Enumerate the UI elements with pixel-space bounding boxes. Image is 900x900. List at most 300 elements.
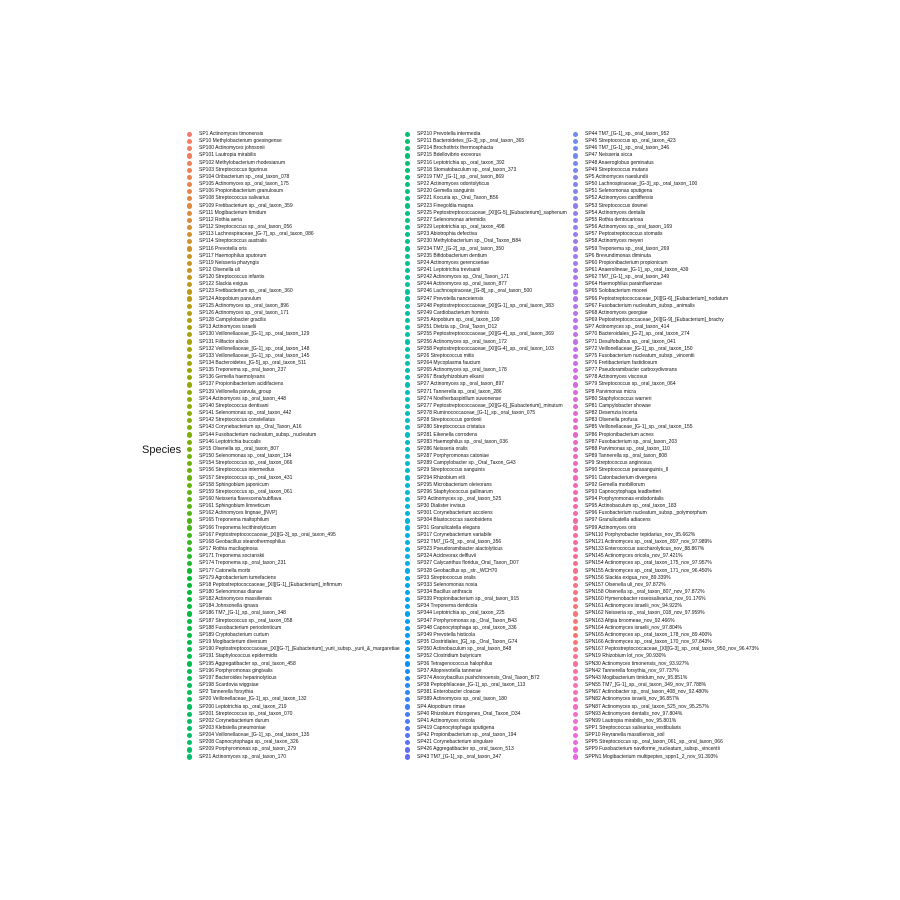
legend-label: SP323 Pseudoramibacter alactolyticus bbox=[417, 546, 503, 553]
legend-key-dot bbox=[573, 483, 578, 488]
legend-label: SP214 Brochothrix thermosphacta bbox=[417, 145, 494, 152]
legend-entry bbox=[187, 689, 400, 696]
legend-label: SP328 Geobacillus sp._str._WCH70 bbox=[417, 567, 498, 574]
legend-entry bbox=[187, 646, 400, 653]
legend-label: SP249 Cardiobacterium hominis bbox=[417, 309, 489, 316]
legend-entry bbox=[187, 131, 400, 138]
legend-entry bbox=[573, 253, 759, 260]
legend-label: SP218 Stomatobaculum sp._oral_taxon_373 bbox=[417, 166, 517, 173]
legend-key-dot bbox=[405, 697, 410, 702]
legend-label: SP28 Streptococcus gordonii bbox=[417, 417, 482, 424]
legend-key-dot bbox=[573, 175, 578, 180]
legend-key-dot bbox=[573, 669, 578, 674]
legend-key-dot bbox=[573, 454, 578, 459]
legend-key-dot bbox=[405, 712, 410, 717]
legend-entry bbox=[405, 303, 567, 310]
legend-label: SP79 Streptococcus sp._oral_taxon_064 bbox=[585, 381, 676, 388]
legend-key-dot bbox=[187, 461, 192, 466]
legend-key-dot bbox=[405, 132, 410, 137]
legend-entry bbox=[573, 718, 759, 725]
legend-label: SP57 Peptostreptococcus stomatis bbox=[585, 231, 663, 238]
legend-entry bbox=[573, 467, 759, 474]
legend-key-dot bbox=[405, 468, 410, 473]
legend-label: SP67 Fusobacterium nucleatum_subsp._animalis bbox=[585, 302, 695, 309]
legend-key-dot bbox=[573, 712, 578, 717]
legend-entry bbox=[187, 596, 400, 603]
legend-key-dot bbox=[405, 368, 410, 373]
legend-label: SPN67 Actinobacter sp._oral_taxon_408_nov_92.480% bbox=[585, 689, 709, 696]
legend-label: SP112 Rothia aeria bbox=[199, 216, 242, 223]
legend-label: SP81 Campylobacter showae bbox=[585, 402, 651, 409]
legend-label: SP174 Treponema sp._oral_taxon_231 bbox=[199, 560, 287, 567]
legend-label: SP58 Actinomyces meyeri bbox=[585, 238, 644, 245]
legend-label: SP6 Brevundimonas diminuta bbox=[585, 252, 651, 259]
legend-key-dot bbox=[405, 533, 410, 538]
legend-entry bbox=[405, 517, 567, 524]
legend-key-dot bbox=[405, 232, 410, 237]
legend-key-dot bbox=[405, 153, 410, 158]
legend-entry bbox=[573, 653, 759, 660]
legend-label: SPN82 Actinomyces israelii_nov_96.857% bbox=[585, 696, 680, 703]
legend-label: SP191 Staphylococcus epidermidis bbox=[199, 653, 278, 660]
legend-label: SP113 Lachnospiraceae_[G-7]_sp._oral_taxon_086 bbox=[199, 231, 314, 238]
legend-label: SP248 Peptostreptococcaceae_[XI][G-1]_sp._oral_taxon_383 bbox=[417, 302, 554, 309]
legend-key-dot bbox=[187, 418, 192, 423]
legend-key-dot bbox=[405, 332, 410, 337]
legend-label: SP421 Corynebacterium singulare bbox=[417, 739, 494, 746]
legend-entry bbox=[573, 353, 759, 360]
legend-entry bbox=[405, 195, 567, 202]
legend-entry bbox=[573, 618, 759, 625]
legend-entry bbox=[187, 467, 400, 474]
legend-entry bbox=[573, 160, 759, 167]
legend-key-dot bbox=[573, 754, 578, 759]
legend-entry bbox=[187, 417, 400, 424]
legend-label: SP126 Actinomyces sp._oral_taxon_171 bbox=[199, 309, 289, 316]
legend-key-dot bbox=[187, 719, 192, 724]
legend-label: SP204 Veillonellaceae_[G-1]_sp._oral_taxon_135 bbox=[199, 732, 310, 739]
legend-key-dot bbox=[573, 168, 578, 173]
legend-entry bbox=[405, 439, 567, 446]
legend-label: SP165 Treponema maltophilum bbox=[199, 517, 270, 524]
legend-key-dot bbox=[573, 211, 578, 216]
legend-entry bbox=[573, 625, 759, 632]
legend-entry bbox=[573, 260, 759, 267]
legend-entry bbox=[573, 503, 759, 510]
legend-label: SPN30 Actinomyces timonensis_nov_93.927% bbox=[585, 660, 689, 667]
legend-key-dot bbox=[405, 497, 410, 502]
legend-entry bbox=[187, 582, 400, 589]
legend-key-dot bbox=[187, 168, 192, 173]
legend-key-dot bbox=[573, 325, 578, 330]
legend-entry bbox=[187, 195, 400, 202]
legend-label: SP211 Bacteroidetes_[G-3]_sp._oral_taxon_365 bbox=[417, 138, 525, 145]
legend-key-dot bbox=[573, 726, 578, 731]
legend-key-dot bbox=[573, 497, 578, 502]
legend-key-dot bbox=[187, 161, 192, 166]
legend-label: SPN42 Tannerella forsythia_nov_97.737% bbox=[585, 667, 679, 674]
legend-key-dot bbox=[573, 218, 578, 223]
legend-label: SP389 Actinomyces sp._oral_taxon_180 bbox=[417, 696, 507, 703]
legend-label: SP349 Prevotella histicola bbox=[417, 631, 476, 638]
legend-entry bbox=[405, 704, 567, 711]
legend-label: SP90 Streptococcus parasanguinis_II bbox=[585, 467, 669, 474]
legend-entry bbox=[405, 718, 567, 725]
legend-key-dot bbox=[405, 354, 410, 359]
legend-entry bbox=[573, 610, 759, 617]
legend-entry bbox=[187, 231, 400, 238]
legend-label: SP49 Streptococcus mutans bbox=[585, 166, 649, 173]
legend-key-dot bbox=[405, 747, 410, 752]
legend-label: SP235 Bifidobacterium dentium bbox=[417, 252, 488, 259]
legend-key-dot bbox=[573, 461, 578, 466]
legend-entry bbox=[187, 346, 400, 353]
legend-key-dot bbox=[187, 225, 192, 230]
legend-label: SP179 Agrobacterium tumefaciens bbox=[199, 574, 276, 581]
legend-entry bbox=[405, 689, 567, 696]
legend-key-dot bbox=[573, 153, 578, 158]
legend-label: SP87 Fusobacterium sp._oral_taxon_203 bbox=[585, 438, 678, 445]
legend-entry bbox=[187, 446, 400, 453]
legend-label: SP62 TM7_[G-1]_sp._oral_taxon_349 bbox=[585, 274, 670, 281]
legend-entry bbox=[405, 246, 567, 253]
legend-label: SP223 Finegoldia magna bbox=[417, 202, 474, 209]
legend-label: SP190 Peptostreptococcaceae_[XI][G-7]_[Eubacterium]_yurii_subsp._yurii_&_margaretiae bbox=[199, 646, 400, 653]
legend-label: SPN160 Hymenobacter roseosalivarius_nov_91.176% bbox=[585, 596, 706, 603]
legend-label: SP85 Veillonellaceae_[G-1]_sp._oral_taxon_155 bbox=[585, 424, 693, 431]
legend-entry bbox=[405, 653, 567, 660]
legend-key-dot bbox=[405, 382, 410, 387]
legend-key-dot bbox=[187, 203, 192, 208]
legend-entry bbox=[405, 203, 567, 210]
legend-key-dot bbox=[405, 654, 410, 659]
legend-label: SP352 Clostridium butyricum bbox=[417, 653, 482, 660]
legend-label: SPN163 Afipia broomeae_nov_92.466% bbox=[585, 617, 675, 624]
legend-entry bbox=[405, 224, 567, 231]
legend-entry bbox=[187, 360, 400, 367]
legend-entry bbox=[573, 360, 759, 367]
legend-key-dot bbox=[405, 518, 410, 523]
legend-entry bbox=[405, 432, 567, 439]
legend-entry bbox=[573, 546, 759, 553]
legend-label: SP71 Desulfobulbus sp._oral_taxon_041 bbox=[585, 338, 676, 345]
legend-entry bbox=[573, 453, 759, 460]
legend-label: SP116 Prevotella oris bbox=[199, 245, 247, 252]
legend-key-dot bbox=[187, 318, 192, 323]
legend-entry bbox=[573, 389, 759, 396]
legend-key-dot bbox=[187, 296, 192, 301]
legend-entry bbox=[573, 661, 759, 668]
legend-key-dot bbox=[573, 397, 578, 402]
legend-label: SP244 Actinomyces sp._oral_taxon_877 bbox=[417, 281, 507, 288]
legend-label: SP154 Streptococcus sp._oral_taxon_066 bbox=[199, 460, 293, 467]
legend-entry bbox=[573, 482, 759, 489]
legend-key-dot bbox=[187, 604, 192, 609]
legend-entry bbox=[573, 217, 759, 224]
legend-entry bbox=[187, 160, 400, 167]
legend-label: SP177 Catonella morbi bbox=[199, 567, 251, 574]
legend-entry bbox=[187, 711, 400, 718]
legend-key-dot bbox=[573, 232, 578, 237]
legend-key-dot bbox=[187, 597, 192, 602]
legend-label: SP91 Catonbacterium divergens bbox=[585, 474, 657, 481]
legend-entry bbox=[187, 668, 400, 675]
legend-key-dot bbox=[573, 468, 578, 473]
legend-label: SP184 Johnsonella ignava bbox=[199, 603, 259, 610]
legend-key-dot bbox=[405, 590, 410, 595]
legend-key-dot bbox=[405, 203, 410, 208]
legend-label: SP255 Peptostreptococcaceae_[XI][G-4]_sp._oral_taxon_369 bbox=[417, 331, 554, 338]
legend-key-dot bbox=[187, 397, 192, 402]
legend-entry bbox=[573, 246, 759, 253]
legend-key-dot bbox=[405, 168, 410, 173]
legend-label: SP95 Actinobaculum sp._oral_taxon_183 bbox=[585, 503, 677, 510]
legend-entry bbox=[187, 453, 400, 460]
legend-key-dot bbox=[405, 690, 410, 695]
legend-label: SPN155 Actinomyces sp._oral_taxon_171_nov_96.450% bbox=[585, 567, 712, 574]
legend-label: SPN157 Olsenella uli_nov_97.872% bbox=[585, 581, 666, 588]
legend-label: SPN158 Olsenella sp._oral_taxon_807_nov_97.872% bbox=[585, 589, 705, 595]
legend-key-dot bbox=[187, 547, 192, 552]
legend-entry bbox=[187, 475, 400, 482]
legend-label: SP34 Treponema denticola bbox=[417, 603, 478, 610]
legend-key-dot bbox=[405, 375, 410, 380]
legend-entry bbox=[405, 460, 567, 467]
legend-key-dot bbox=[573, 318, 578, 323]
legend-label: SP70 Bacteroidales_[G-2]_sp._oral_taxon_274 bbox=[585, 331, 690, 338]
legend-entry bbox=[573, 432, 759, 439]
legend-entry bbox=[573, 639, 759, 646]
legend-key-dot bbox=[187, 339, 192, 344]
legend-label: SP101 Lautropia mirabilis bbox=[199, 152, 256, 159]
legend-label: SP109 Fretibacterium sp._oral_taxon_359 bbox=[199, 202, 293, 209]
legend-key-dot bbox=[187, 447, 192, 452]
legend-entry bbox=[573, 367, 759, 374]
legend-entry bbox=[573, 174, 759, 181]
legend-key-dot bbox=[187, 490, 192, 495]
legend-key-dot bbox=[573, 640, 578, 645]
legend-label: SP89 Tannerella sp._oral_taxon_808 bbox=[585, 453, 667, 460]
legend-entry bbox=[573, 195, 759, 202]
legend-entry bbox=[573, 188, 759, 195]
legend-key-dot bbox=[573, 597, 578, 602]
legend-column-2 bbox=[405, 131, 567, 761]
legend-label: SP200 Leptotrichia sp._oral_taxon_219 bbox=[199, 703, 287, 710]
legend-label: SP3 Actinomyces sp._oral_taxon_525 bbox=[417, 495, 502, 502]
legend-label: SP100 Actinomyces johnsonii bbox=[199, 145, 265, 152]
legend-label: SP40 Rhizobium rhizogenes_Oral_Taxon_D34 bbox=[417, 710, 521, 717]
legend-key-dot bbox=[405, 182, 410, 187]
legend-key-dot bbox=[187, 261, 192, 266]
legend-entry bbox=[187, 238, 400, 245]
legend-entry bbox=[187, 224, 400, 231]
legend-label: SP344 Leptotrichia sp._oral_taxon_225 bbox=[417, 610, 505, 617]
legend-entry bbox=[573, 732, 759, 739]
legend-entry bbox=[405, 360, 567, 367]
legend-entry bbox=[405, 396, 567, 403]
legend-label: SP374 Anoxybacillus pushchinoensis_Oral_Taxon_B72 bbox=[417, 674, 540, 681]
legend-entry bbox=[187, 396, 400, 403]
legend-entry bbox=[187, 281, 400, 288]
legend-label: SP42 Propionibacterium sp._oral_taxon_194 bbox=[417, 732, 517, 739]
legend-label: SPN99 Lautropia mirabilis_nov_95.801% bbox=[585, 717, 677, 724]
legend-key-dot bbox=[187, 232, 192, 237]
legend-entry bbox=[405, 188, 567, 195]
legend-entry bbox=[187, 568, 400, 575]
legend-label: SP216 Leptotrichia sp._oral_taxon_392 bbox=[417, 159, 505, 166]
legend-entry bbox=[405, 131, 567, 138]
legend-label: SP48 Anaeroglobus geminatus bbox=[585, 159, 654, 166]
legend-key-dot bbox=[405, 189, 410, 194]
legend-label: SP25 Atopobium sp._oral_taxon_199 bbox=[417, 317, 500, 324]
legend-key-dot bbox=[573, 676, 578, 681]
legend-label: SP29 Streptococcus sanguinis bbox=[417, 467, 485, 474]
legend-entry bbox=[573, 288, 759, 295]
legend-key-dot bbox=[405, 425, 410, 430]
legend-label: SP348 Capnocytophaga sp._oral_taxon_336 bbox=[417, 624, 517, 631]
legend-label: SP46 TM7_[G-1]_sp._oral_taxon_346 bbox=[585, 145, 670, 152]
legend-label: SP221 Kocuria sp._Oral_Taxon_B56 bbox=[417, 195, 499, 202]
legend-key-dot bbox=[573, 447, 578, 452]
legend-key-dot bbox=[573, 289, 578, 294]
legend-label: SP75 Fusobacterium nucleatum_subsp._vincentii bbox=[585, 352, 695, 359]
legend-key-dot bbox=[573, 633, 578, 638]
legend-key-dot bbox=[405, 525, 410, 530]
legend-label: SP241 Leptotrichia trevisanii bbox=[417, 266, 481, 273]
legend-entry bbox=[187, 296, 400, 303]
legend-label: SP47 Neisseria sicca bbox=[585, 152, 633, 159]
legend-entry bbox=[187, 403, 400, 410]
legend-label: SP103 Streptococcus tigurinus bbox=[199, 166, 268, 173]
legend-entry bbox=[405, 403, 567, 410]
legend-entry bbox=[405, 475, 567, 482]
legend-entry bbox=[573, 424, 759, 431]
legend-entry bbox=[573, 138, 759, 145]
legend-entry bbox=[573, 210, 759, 217]
legend-entry bbox=[405, 424, 567, 431]
legend-label: SP68 Actinomyces georgiae bbox=[585, 309, 648, 316]
legend-entry bbox=[573, 317, 759, 324]
legend-entry bbox=[405, 410, 567, 417]
legend-label: SP230 Methylobacterium sp._Oral_Taxon_B84 bbox=[417, 238, 521, 245]
legend-label: SP234 TM7_[G-2]_sp._oral_taxon_350 bbox=[417, 245, 504, 252]
legend-label: SP271 Tannerella sp._oral_taxon_286 bbox=[417, 388, 502, 395]
legend-key-dot bbox=[573, 733, 578, 738]
legend-key-dot bbox=[405, 225, 410, 230]
legend-entry bbox=[573, 281, 759, 288]
legend-entry bbox=[573, 682, 759, 689]
legend-entry bbox=[187, 639, 400, 646]
legend-entry bbox=[405, 274, 567, 281]
legend-key-dot bbox=[573, 275, 578, 280]
legend-label: SP196 Porphyromonas gingivalis bbox=[199, 667, 273, 674]
legend-entry bbox=[573, 167, 759, 174]
legend-key-dot bbox=[405, 440, 410, 445]
legend-entry bbox=[405, 467, 567, 474]
legend-entry bbox=[405, 174, 567, 181]
legend-entry bbox=[187, 310, 400, 317]
legend-key-dot bbox=[573, 533, 578, 538]
legend-label: SP5 Actinomyces naeslundii bbox=[585, 173, 648, 180]
legend-label: SP96 Fusobacterium nucleatum_subsp._polymorphum bbox=[585, 510, 707, 517]
legend-label: SP195 Aggregatibacter sp._oral_taxon_458 bbox=[199, 660, 296, 667]
legend-entry bbox=[573, 711, 759, 718]
legend-label: SP77 Pseudoramibacter carboxydivorans bbox=[585, 367, 677, 374]
legend-key-dot bbox=[573, 411, 578, 416]
legend-key-dot bbox=[405, 146, 410, 151]
legend-key-dot bbox=[405, 397, 410, 402]
legend-label: SP198 Scardovia wiggsiae bbox=[199, 682, 259, 689]
legend-entry bbox=[405, 560, 567, 567]
legend-key-dot bbox=[187, 440, 192, 445]
legend-key-dot bbox=[405, 568, 410, 573]
legend-label: SP208 Capnocytophaga sp._oral_taxon_326 bbox=[199, 739, 299, 746]
legend-key-dot bbox=[573, 619, 578, 624]
legend-label: SP327 Calycanthus floridus_Oral_Taxon_D07 bbox=[417, 560, 519, 567]
legend-label: SP229 Leptotrichia sp._oral_taxon_498 bbox=[417, 224, 505, 231]
legend-key-dot bbox=[187, 311, 192, 316]
legend-key-dot bbox=[187, 511, 192, 516]
legend-label: SP166 Treponema lecithinolyticum bbox=[199, 524, 276, 531]
legend-label: SP114 Streptococcus australis bbox=[199, 238, 267, 245]
legend-key-dot bbox=[187, 475, 192, 480]
legend-entry bbox=[405, 253, 567, 260]
legend-label: SP136 Gemella haemolysans bbox=[199, 374, 265, 381]
legend-label: SP12 Olsenella uli bbox=[199, 266, 240, 273]
legend-key-dot bbox=[187, 146, 192, 151]
legend-label: SP301 Corynebacterium accolens bbox=[417, 510, 493, 517]
legend-label: SP60 Propionibacterium propionicum bbox=[585, 259, 668, 266]
legend-key-dot bbox=[573, 203, 578, 208]
legend-label: SP134 Bacteroidetes_[G-5]_sp._oral_taxon_511 bbox=[199, 360, 307, 366]
legend-entry bbox=[187, 675, 400, 682]
legend-entry bbox=[405, 374, 567, 381]
legend-label: SPN161 Actinomyces israelii_nov_94.922% bbox=[585, 603, 682, 610]
legend-key-dot bbox=[573, 690, 578, 695]
legend-entry bbox=[187, 625, 400, 632]
legend-label: SP106 Propionibacterium granulosum bbox=[199, 188, 284, 195]
legend-key-dot bbox=[573, 161, 578, 166]
legend-entry bbox=[187, 610, 400, 617]
legend-label: SP144 Fusobacterium nucleatum_subsp._nucleatum bbox=[199, 431, 317, 438]
legend-key-dot bbox=[187, 254, 192, 259]
legend-label: SP189 Cryptobacterium curtum bbox=[199, 631, 269, 638]
legend-label: SP220 Gemella sanguinis bbox=[417, 188, 475, 195]
legend-entry bbox=[573, 646, 759, 653]
legend-key-dot bbox=[573, 361, 578, 366]
legend-entry bbox=[405, 353, 567, 360]
legend-entry bbox=[405, 346, 567, 353]
legend-label: SP21 Actinomyces sp._oral_taxon_170 bbox=[199, 753, 286, 760]
legend-entry bbox=[405, 746, 567, 753]
legend-label: SP339 Propionibacterium sp._oral_taxon_915 bbox=[417, 596, 520, 603]
legend-entry bbox=[405, 324, 567, 331]
legend-label: SP18 Peptostreptococcaceae_[XI][G-1]_[Eubacterium]_infirmum bbox=[199, 581, 342, 588]
legend-entry bbox=[573, 417, 759, 424]
legend-key-dot bbox=[405, 411, 410, 416]
legend-key-dot bbox=[187, 690, 192, 695]
legend-key-dot bbox=[187, 568, 192, 573]
legend-entry bbox=[187, 246, 400, 253]
legend-label: SP157 Streptococcus sp._oral_taxon_431 bbox=[199, 474, 293, 481]
legend-key-dot bbox=[573, 139, 578, 144]
legend-key-dot bbox=[405, 361, 410, 366]
legend-label: SPN19 Rhizobium lot_nov_90.930% bbox=[585, 653, 666, 660]
legend-key-dot bbox=[405, 296, 410, 301]
legend-label: SP197 Bacteroides heparinolyticus bbox=[199, 674, 277, 681]
legend-label: SP66 Peptostreptococcaceae_[XI][G-6]_[Eubacterium]_nodatum bbox=[585, 295, 729, 302]
legend-key-dot bbox=[405, 490, 410, 495]
